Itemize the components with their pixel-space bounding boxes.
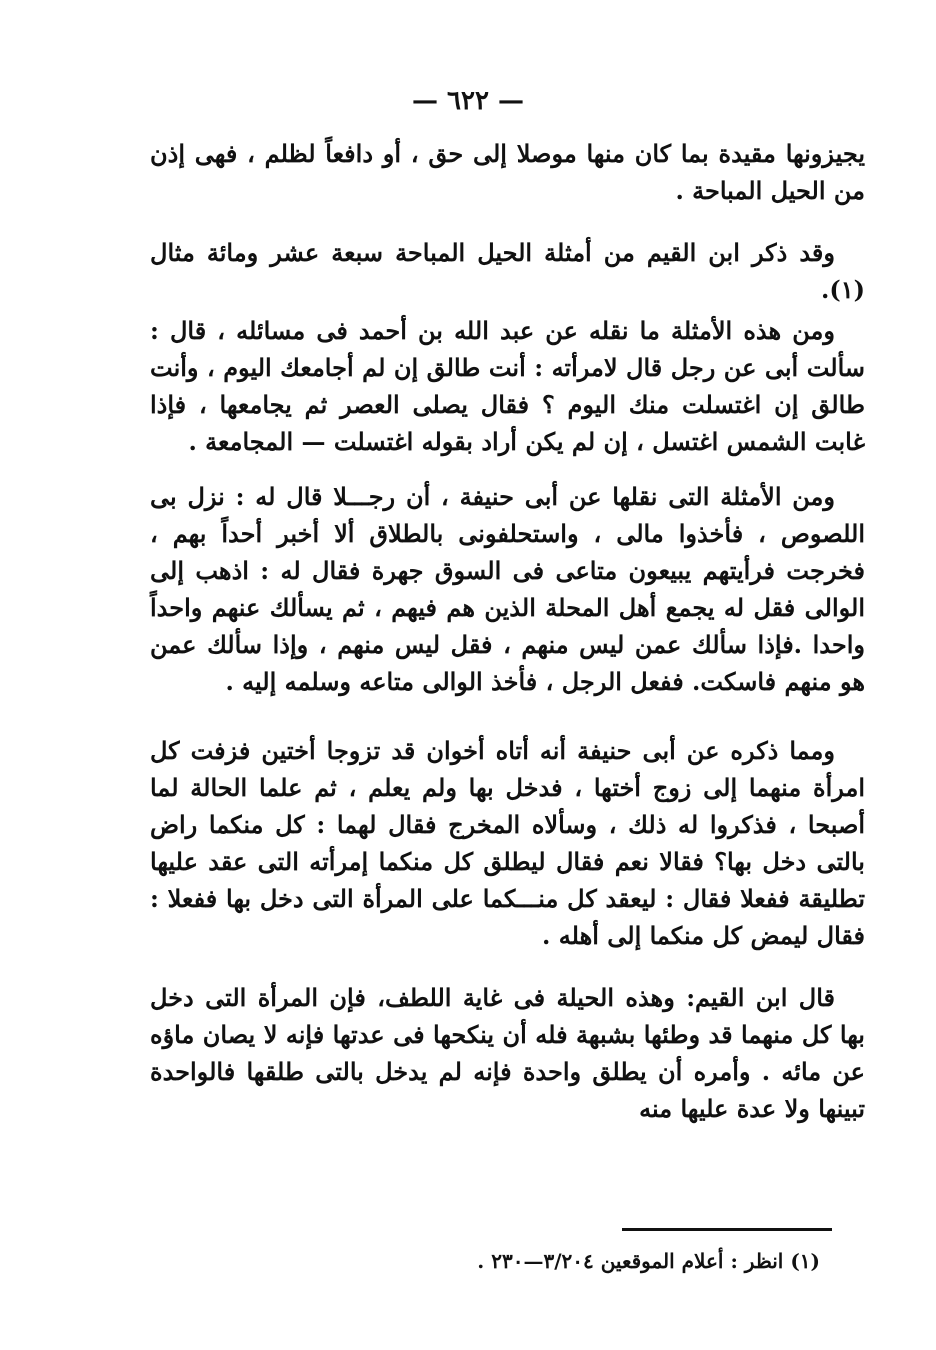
page-number: — ٦٢٢ —: [411, 86, 525, 116]
paragraph-5: ومما ذكره عن أبى حنيفة أنه أتاه أخوان قد تزوجا أختين فزفت كل امرأة منهما إلى زوج أختها ، فدخل بها ولم يعلم ، ثم علما الحالة لما أصبحا ، فذكروا له ذلك ، وسألاه المخرج فقال لهما : كل منكما راض بالتى دخل بها؟ فقالا نعم فقال ليطلق كل منكما إمرأته التى عقد عليها تطليقة ففعلا فقال : ليعقد كل منـــكما على المرأة التى دخل بها ففعلا : فقال ليمض كل منكما إلى أهله .: [150, 736, 865, 950]
footnote-divider: [622, 1228, 832, 1231]
paragraph-2: وقد ذكر ابن القيم من أمثلة الحيل المباحة سبعة عشر ومائة مثال (١).: [150, 238, 865, 304]
paragraph-1: يجيزونها مقيدة بما كان منها موصلا إلى حق ، أو دافعاً لظلم ، فهى إذن من الحيل المباحة .: [150, 139, 865, 205]
body-text: [150, 135, 865, 1127]
paragraph-3: ومن هذه الأمثلة ما نقله عن عبد الله بن أحمد فى مسائله ، قال : سألت أبى عن رجل قال لامرأته : أنت طالق إن لم أجامعك اليوم ، وأنت طالق إن اغتسلت منك اليوم ؟ فقال يصلى العصر ثم يجامعها ، فإذا غابت الشمس اغتسل ، إن لم يكن أراد بقوله اغتسلت — المجامعة .: [150, 316, 865, 456]
footnote: (١) انظر : أعلام الموقعين ٣/٢٠٤—٢٣٠ .: [477, 1249, 820, 1273]
paragraph-4: ومن الأمثلة التى نقلها عن أبى حنيفة ، أن رجـــلا قال له : نزل بى اللصوص ، فأخذوا مالى ، واستحلفونى بالطلاق ألا أخبر أحداً بهم ، فخرجت فرأيتهم يبيعون متاعى فى السوق جهرة فقال له : اذهب إلى الوالى فقل له يجمع أهل المحلة الذين هم فيهم ، ثم يسألك عنهم واحداً واحدا .فإذا سألك عمن ليس منهم ، فقل ليس منهم ، وإذا سألك عمن هو منهم فاسكت. ففعل الرجل ، فأخذ الوالى متاعه وسلمه إليه .: [150, 482, 865, 696]
paragraph-6: قال ابن القيم: وهذه الحيلة فى غاية اللطف، فإن المرأة التى دخل بها كل منهما قد وطئها بشبهة فله أن ينكحها فى عدتها فإنه لا يصان ماؤه عن مائه . وأمره أن يطلق واحدة فإنه لم يدخل بالتى طلقها فالواحدة تبينها ولا عدة عليها منه: [150, 983, 865, 1123]
